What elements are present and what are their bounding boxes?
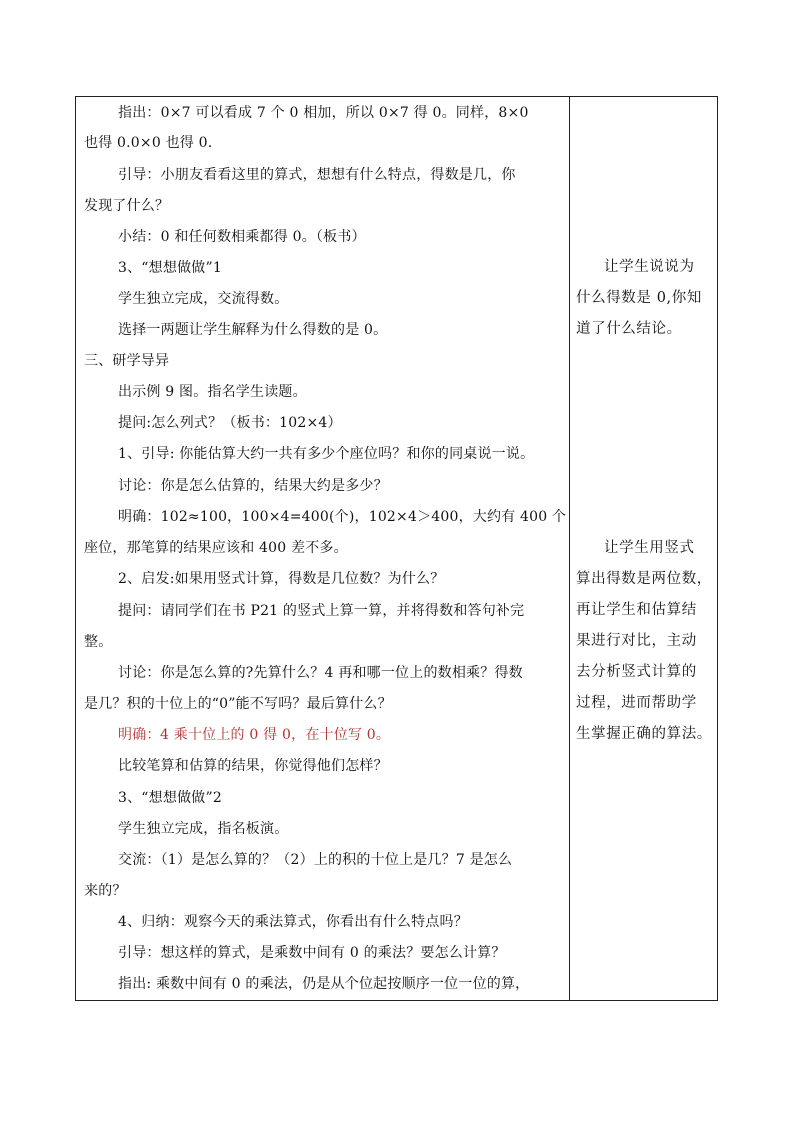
text-line: 座位，那笔算的结果应该和 400 差不多。 — [84, 540, 348, 556]
text-line: 提问:怎么列式？（板书：102×4） — [118, 415, 342, 431]
note-line: 过程，进而帮助学 — [576, 695, 697, 711]
text-line: 2、启发:如果用竖式计算，得数是几位数？为什么？ — [118, 571, 445, 587]
note-line: 让学生说说为 — [604, 259, 695, 275]
text-line: 讨论：你是怎么估算的，结果大约是多少？ — [118, 478, 388, 494]
note-line: 生掌握正确的算法。 — [576, 726, 712, 742]
text-line: 提问：请同学们在书 P21 的竖式上算一算，并将得数和答句补完 — [118, 603, 525, 619]
text-line: 学生独立完成，交流得数。 — [118, 291, 289, 307]
text-line: 整。 — [84, 634, 113, 650]
text-line: 小结：0 和任何数相乘都得 0。（板书） — [118, 229, 366, 245]
text-line: 讨论：你是怎么算的?先算什么？4 再和哪一位上的数相乘？得数 — [118, 665, 523, 681]
text-line: 交流：（1）是怎么算的？（2）上的积的十位上是几？7 是怎么 — [118, 852, 513, 868]
note-line: 道了什么结论。 — [576, 321, 682, 337]
note-line: 让学生用竖式 — [604, 540, 695, 556]
teaching-process-cell — [76, 97, 569, 1000]
text-line: 3、“想想做做”1 — [118, 260, 222, 276]
text-line: 4、归纳：观察今天的乘法算式，你看出有什么特点吗？ — [118, 914, 468, 930]
lesson-table — [75, 96, 718, 1001]
design-notes-cell — [570, 97, 717, 1000]
note-line: 什么得数是 0,你知 — [576, 290, 702, 306]
text-line: 比较笔算和估算的结果，你觉得他们怎样？ — [118, 758, 388, 774]
section-heading: 三、研学导异 — [84, 353, 170, 369]
highlight-text: 4 乘十位上的 0 得 0，在十位写 0。 — [160, 727, 391, 743]
text-line: 1、引导: 你能估算大约一共有多少个座位吗？和你的同桌说一说。 — [118, 446, 535, 462]
text-line: 是几？积的十位上的“0”能不写吗？最后算什么？ — [84, 696, 392, 712]
note-line: 果进行对比，主动 — [576, 633, 697, 649]
text-line: 发现了什么？ — [84, 198, 170, 214]
text-line: 也得 0.0×0 也得 0. — [84, 135, 213, 151]
text-line: 选择一两题让学生解释为什么得数的是 0。 — [118, 322, 388, 338]
text-line: 指出: 乘数中间有 0 的乘法，仍是从个位起按顺序一位一位的算， — [118, 976, 530, 992]
text-line: 引导：想这样的算式，是乘数中间有 0 的乘法？要怎么计算？ — [118, 945, 506, 961]
text-line: 来的？ — [84, 883, 127, 899]
text-line: 3、“想想做做”2 — [118, 790, 222, 806]
note-line: 再让学生和估算结 — [576, 602, 697, 618]
note-line: 算出得数是两位数， — [576, 571, 712, 587]
text-line: 明确：102≈100，100×4=400(个)，102×4＞400，大约有 400 个 — [118, 509, 567, 525]
text-line: 学生独立完成，指名板演。 — [118, 821, 289, 837]
highlight-label: 明确： — [118, 727, 161, 743]
text-line: 引导：小朋友看看这里的算式，想想有什么特点，得数是几，你 — [118, 167, 516, 183]
note-line: 去分析竖式计算的 — [576, 664, 697, 680]
text-line: 出示例 9 图。指名学生读题。 — [118, 384, 307, 400]
text-line: 指出：0×7 可以看成 7 个 0 相加，所以 0×7 得 0。同样，8×0 — [118, 105, 529, 121]
